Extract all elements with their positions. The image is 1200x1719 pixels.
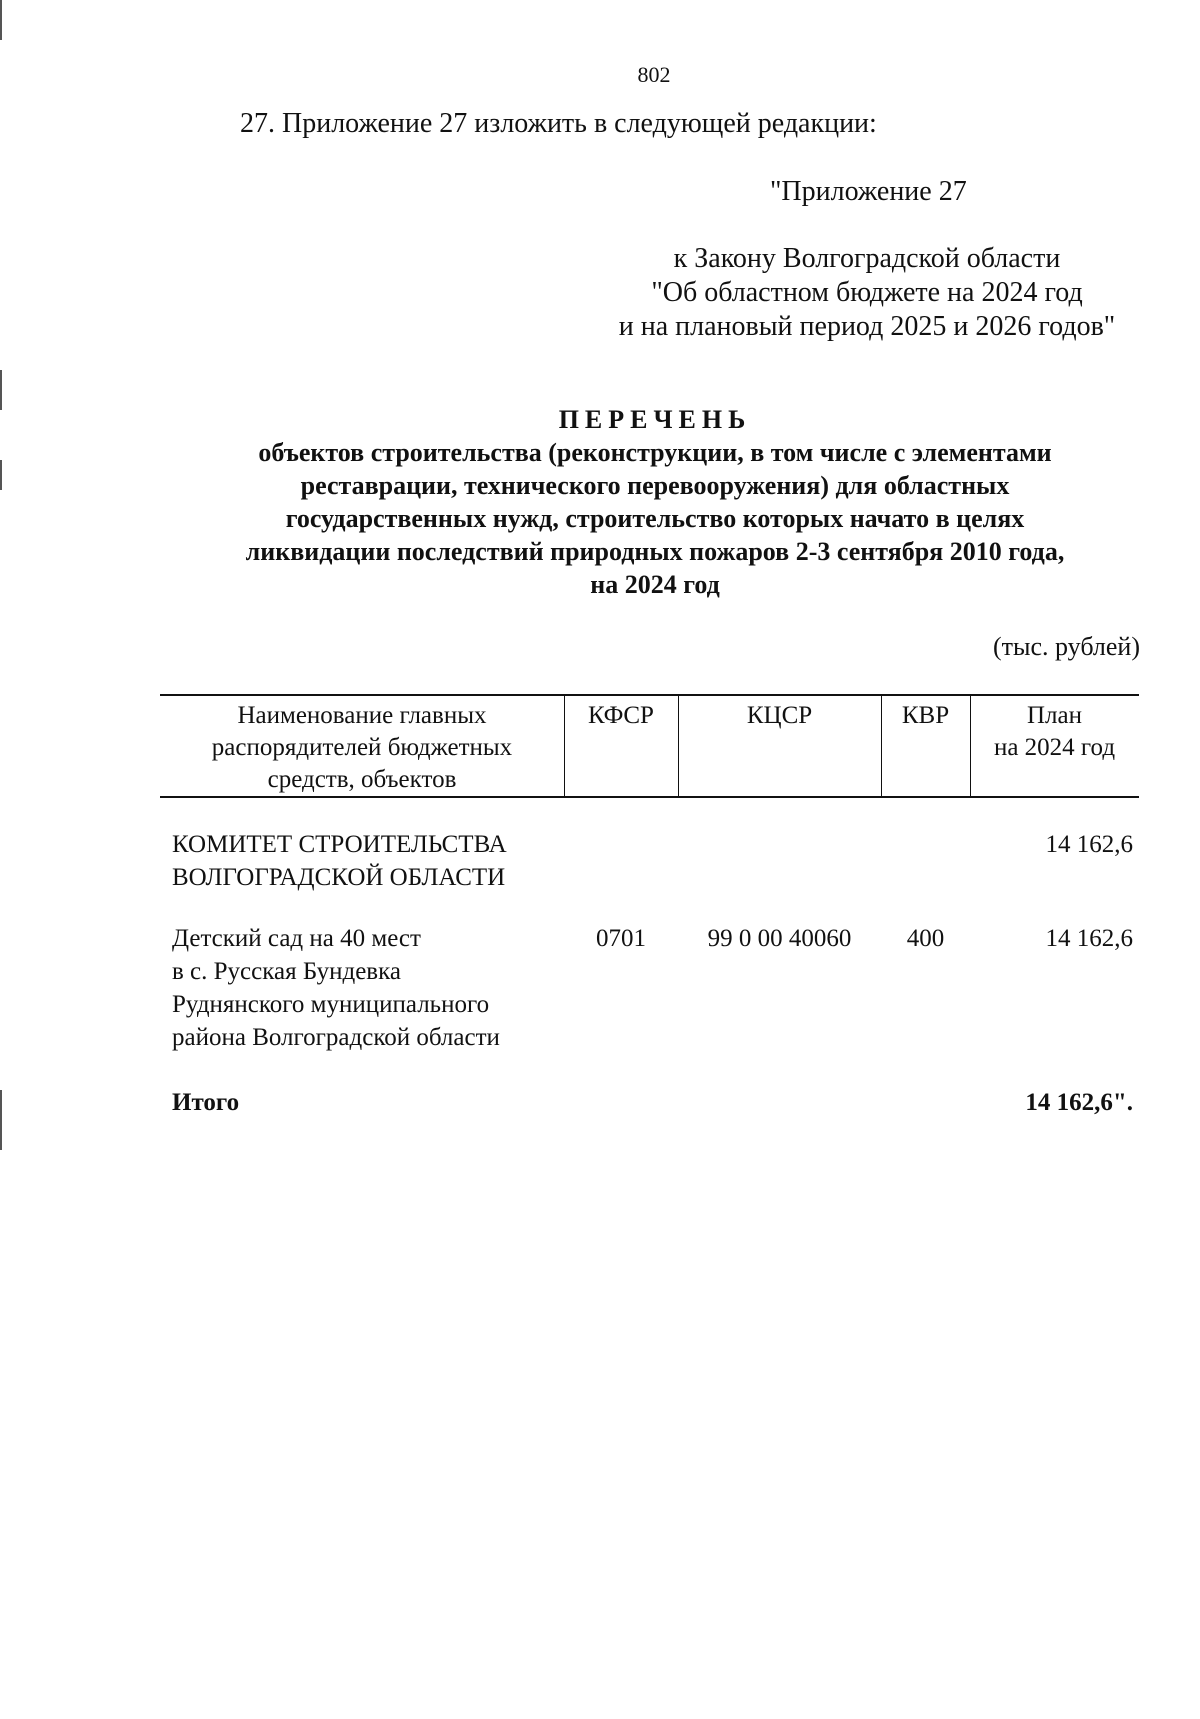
appendix-reference-line: "Об областном бюджете на 2024 год [651,277,1083,308]
row-name-line: Руднянского муниципального [172,991,490,1018]
table-row-name [172,922,572,1054]
heading-line: на 2024 год [590,570,720,599]
header-kvr-column: КВР [901,702,950,729]
appendix-reference [560,242,1174,344]
header-line: Наименование главных [237,702,487,729]
header-line: распорядителей бюджетных [211,734,513,761]
heading-line: ликвидации последствий природных пожаров 2-3 сентября 2010 года, [245,537,1065,566]
row-name-line: в с. Русская Бундевка [172,958,401,985]
heading-line: объектов строительства (реконструкции, в том числе с элементами [258,438,1052,467]
heading-word: ПЕРЕЧЕНЬ [558,405,752,434]
units-label: (тыс. рублей) [992,632,1140,661]
appendix-reference-line: к Закону Волгоградской области [673,243,1061,274]
total-value: 14 162,6". [1025,1089,1133,1116]
table-row-kfsr: 0701 [596,925,646,952]
scan-edge-mark [0,370,2,410]
document-heading [120,403,1190,601]
page-number: 802 [637,62,671,87]
appendix-reference-line: и на плановый период 2025 и 2026 годов" [618,311,1116,342]
scan-edge-mark [0,1090,2,1150]
table-row-name [172,828,562,894]
scan-edge-mark [0,460,2,490]
header-line: средств, объектов [267,766,457,793]
header-line: на 2024 год [993,734,1116,761]
row-name-line: Детский сад на 40 мест [172,925,421,952]
table-header [160,694,1139,798]
row-name-line: района Волгоградской области [172,1024,500,1051]
table-row-plan: 14 162,6 [1045,831,1133,858]
table-row-kcsr: 99 0 00 40060 [707,925,852,952]
header-kcsr-column: КЦСР [746,702,813,729]
table-row-kvr: 400 [906,925,945,952]
budget-table [160,694,1139,1116]
header-line: План [1026,702,1082,729]
row-name-line: КОМИТЕТ СТРОИТЕЛЬСТВА [172,831,507,858]
amendment-intro: 27. Приложение 27 изложить в следующей редакции: [240,108,877,139]
heading-line: реставрации, технического перевооружения) для областных [300,471,1010,500]
row-name-line: ВОЛГОГРАДСКОЙ ОБЛАСТИ [172,864,506,891]
heading-line: государственных нужд, строительство которых начато в целях [285,504,1025,533]
header-kfsr-column: КФСР [588,702,654,729]
appendix-title: "Приложение 27 [770,176,967,207]
header-plan-column [970,696,1139,796]
scan-edge-mark [0,0,2,40]
total-label: Итого [172,1089,240,1116]
table-row-plan: 14 162,6 [1045,925,1133,952]
header-name-column [160,696,564,796]
